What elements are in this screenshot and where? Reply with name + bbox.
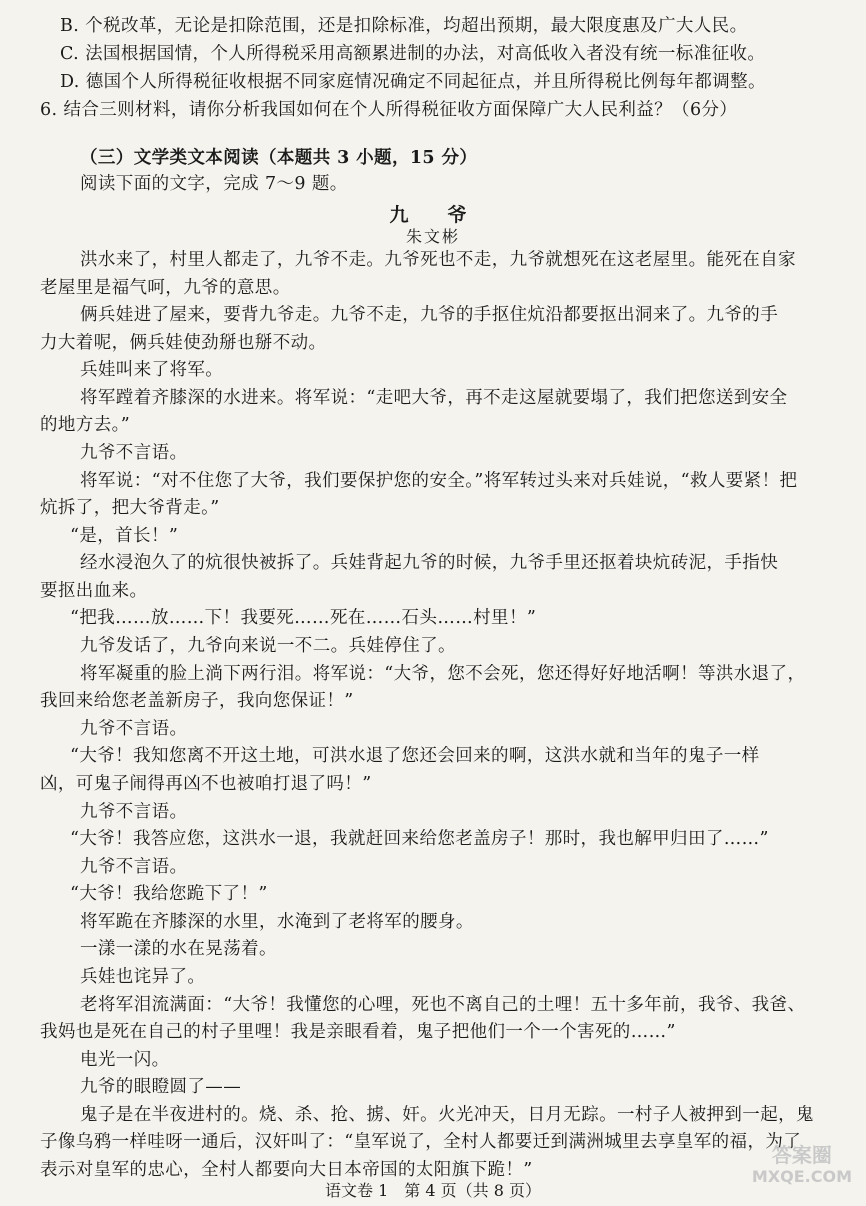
page-footer: 语文卷 1 第 4 页（共 8 页） [325, 1181, 541, 1200]
story-line: 炕拆了，把大爷背走。” [40, 498, 220, 519]
option-c: C. 法国根据国情，个人所得税采用高额累进制的办法，对高低收入者没有统一标准征收。 [60, 44, 766, 64]
story-line: 力大着呢，俩兵娃使劲掰也掰不动。 [40, 332, 327, 353]
story-line: “大爷！我知您离不开这土地，可洪水退了您还会回来的啊，这洪水就和当年的鬼子一样 [70, 746, 760, 767]
section-instruction: 阅读下面的文字，完成 7～9 题。 [80, 174, 348, 194]
story-line: 俩兵娃进了屋来，要背九爷走。九爷不走，九爷的手抠住炕沿都要抠出洞来了。九爷的手 [80, 305, 779, 326]
story-line: 九爷发话了，九爷向来说一不二。兵娃停住了。 [80, 636, 456, 657]
story-title: 九 爷 [389, 204, 477, 226]
story-line: “把我……放……下！我要死……死在……石头……村里！” [70, 608, 537, 629]
story-line: 我妈也是死在自己的村子里哩！我是亲眼看着，鬼子把他们一个一个害死的……” [40, 1022, 676, 1043]
story-line: 的地方去。” [40, 415, 131, 436]
section-heading: （三）文学类文本阅读（本题共 3 小题，15 分） [80, 148, 478, 168]
story-line: 电光一闪。 [80, 1049, 170, 1070]
story-line: 兵娃也诧异了。 [80, 966, 206, 987]
story-line: 一漾一漾的水在晃荡着。 [80, 939, 277, 960]
watermark-top: 答案圈 [771, 1143, 832, 1167]
story-line: 子像乌鸦一样哇呀一通后，汉奸叫了：“皇军说了，全村人都要迁到满洲城里去享皇军的福，为了 [40, 1132, 802, 1153]
story-line: 凶，可鬼子闹得再凶不也被咱打退了吗！” [40, 773, 372, 794]
question-6: 6. 结合三则材料，请你分析我国如何在个人所得税征收方面保障广大人民利益？（6分） [40, 100, 738, 120]
story-line: 我回来给您老盖新房子，我向您保证！” [40, 691, 354, 712]
story-line: 将军说：“对不住您了大爷，我们要保护您的安全。”将军转过头来对兵娃说，“救人要紧！把 [80, 470, 798, 491]
story-line: 兵娃叫来了将军。 [80, 360, 224, 381]
story-line: 老将军泪流满面：“大爷！我懂您的心哩，死也不离自己的土哩！五十多年前，我爷、我爸、 [80, 994, 806, 1015]
story-line: “大爷！我答应您，这洪水一退，我就赶回来给您老盖房子！那时，我也解甲归田了……” [70, 829, 769, 850]
story-line: 将军凝重的脸上淌下两行泪。将军说：“大爷，您不会死，您还得好好地活啊！等洪水退了， [80, 663, 806, 684]
option-d: D. 德国个人所得税征收根据不同家庭情况确定不同起征点，并且所得税比例每年都调整。 [60, 72, 766, 92]
story-line: 要抠出血来。 [40, 580, 148, 601]
story-line: “大爷！我给您跪下了！” [70, 884, 268, 905]
story-line: 将军跪在齐膝深的水里，水淹到了老将军的腰身。 [80, 911, 474, 932]
story-line: 将军蹚着齐膝深的水进来。将军说：“走吧大爷，再不走这屋就要塌了，我们把您送到安全 [80, 387, 788, 408]
story-author: 朱文彬 [405, 227, 460, 246]
option-b: B. 个税改革，无论是扣除范围，还是扣除标准，均超出预期，最大限度惠及广大人民。 [60, 16, 748, 36]
story-line: 九爷的眼瞪圆了—— [80, 1077, 242, 1098]
watermark-bottom: MXQE.COM [751, 1167, 852, 1186]
story-line: 老屋里是福气呵，九爷的意思。 [40, 277, 291, 298]
story-line: 表示对皇军的忠心，全村人都要向大日本帝国的太阳旗下跪！” [40, 1160, 533, 1180]
story-line: 鬼子是在半夜进村的。烧、杀、抢、掳、奸。火光冲天，日月无踪。一村子人被押到一起，鬼 [80, 1104, 814, 1125]
watermark-logo [752, 1144, 852, 1188]
story-line: “是，首长！” [70, 525, 179, 546]
story-line: 洪水来了，村里人都走了，九爷不走。九爷死也不走，九爷就想死在这老屋里。能死在自家 [80, 250, 796, 270]
story-line: 经水浸泡久了的炕很快被拆了。兵娃背起九爷的时候，九爷手里还抠着块炕砖泥，手指快 [80, 553, 779, 574]
story-line: 九爷不言语。 [80, 856, 188, 877]
story-line: 九爷不言语。 [80, 801, 188, 822]
story-line: 九爷不言语。 [80, 718, 188, 739]
story-line: 九爷不言语。 [80, 443, 188, 464]
